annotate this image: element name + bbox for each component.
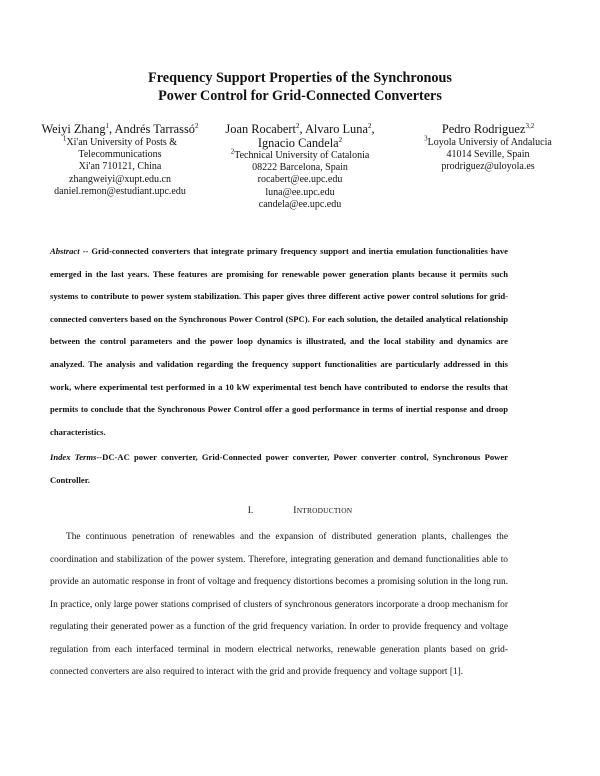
affiliation-line: $^3$Loyola Universiy of Andalucia: [424, 134, 552, 148]
abstract-text: -- Grid-connected converters that integrate primary frequency support and inertia emulation functionalities have emerged in the last years. These features are promising for renewable power generation plants because it permits such systems to contribute to power system stabilization. This paper gives three different active power control solutions for grid-connected converters based on the Synchronous Power Control (SPC). For each solution, the detailed analytical relationship between the control parameters and the power loop dynamics is illustrated, and the local stability and dynamics are analyzed. The analysis and validation regarding the frequency support functionalities are particularly addressed in this work, where experimental test performed in a 10 kW experimental test bench have contributed to endorse the results that permits to conclude that the Synchronous Power Control offer a good performance in terms of inertial response and droop characteristics.: [50, 246, 508, 437]
author-block-3: [395, 122, 581, 174]
author-names: Pedro Rodriguez$^{3,2}$: [441, 121, 535, 136]
index-terms-text: --DC-AC power converter, Grid-Connected power converter, Power converter control, Synchronous Power Controller.: [50, 452, 508, 485]
affiliation-line: Telecommunications: [78, 149, 162, 161]
author-email: prodriguez@uloyola.es: [441, 161, 535, 173]
abstract-label: Abstract: [50, 246, 80, 256]
author-block-1: [22, 122, 218, 198]
section-number: I.: [247, 505, 254, 516]
author-email: luna@ee.upc.edu: [265, 186, 335, 198]
paper-title: [0, 69, 600, 105]
intro-paragraph: The continuous penetration of renewables and the expansion of distributed generation plants, challenges the coordination and stabilization of the power system. Therefore, integrating generation and demand functionalities able to provide an automatic response in front of voltage and frequency distortions becomes a promising solution in the long run. In practice, only large power stations comprised of clusters of synchronous generators incorporate a droop mechanism for regulating their generated power as a function of the grid frequency variation. In order to provide frequency and voltage regulation from each interfaced terminal in modern electrical networks, renewable generation plants based on grid-connected converters are also required to interact with the grid and provide frequency and voltage support [1].: [50, 532, 508, 677]
title-line-1: Frequency Support Properties of the Synchronous: [148, 70, 452, 86]
affiliation-line: Xi'an 710121, China: [78, 161, 162, 173]
index-terms: [50, 446, 508, 491]
affiliation-line: 41014 Seville, Spain: [446, 149, 530, 161]
author-email: daniel.remon@estudiant.upc.edu: [54, 185, 186, 197]
index-terms-label: Index Terms: [50, 452, 97, 462]
abstract: [50, 240, 508, 443]
affiliation-line: $^1$Xi'an University of Posts &: [62, 134, 178, 148]
author-block-2: [212, 122, 388, 211]
author-email: zhangweiyi@xupt.edu.cn: [69, 173, 171, 185]
section-title: INTRODUCTION: [293, 505, 353, 516]
author-email: candela@ee.upc.edu: [258, 198, 342, 210]
section-heading: [0, 505, 600, 516]
affiliation-line: 08222 Barcelona, Spain: [252, 162, 348, 174]
author-names: Weiyi Zhang$^1$, Andrés Tarrassó$^2$: [41, 121, 199, 136]
author-email: rocabert@ee.upc.edu: [257, 174, 343, 186]
author-names: Joan Rocabert$^2$, Alvaro Luna$^2$,: [225, 121, 375, 136]
author-names: Ignacio Candela$^2$: [257, 135, 343, 150]
affiliation-line: $^2$Technical University of Catalonia: [230, 147, 370, 161]
title-line-2: Power Control for Grid-Connected Converters: [158, 88, 442, 104]
